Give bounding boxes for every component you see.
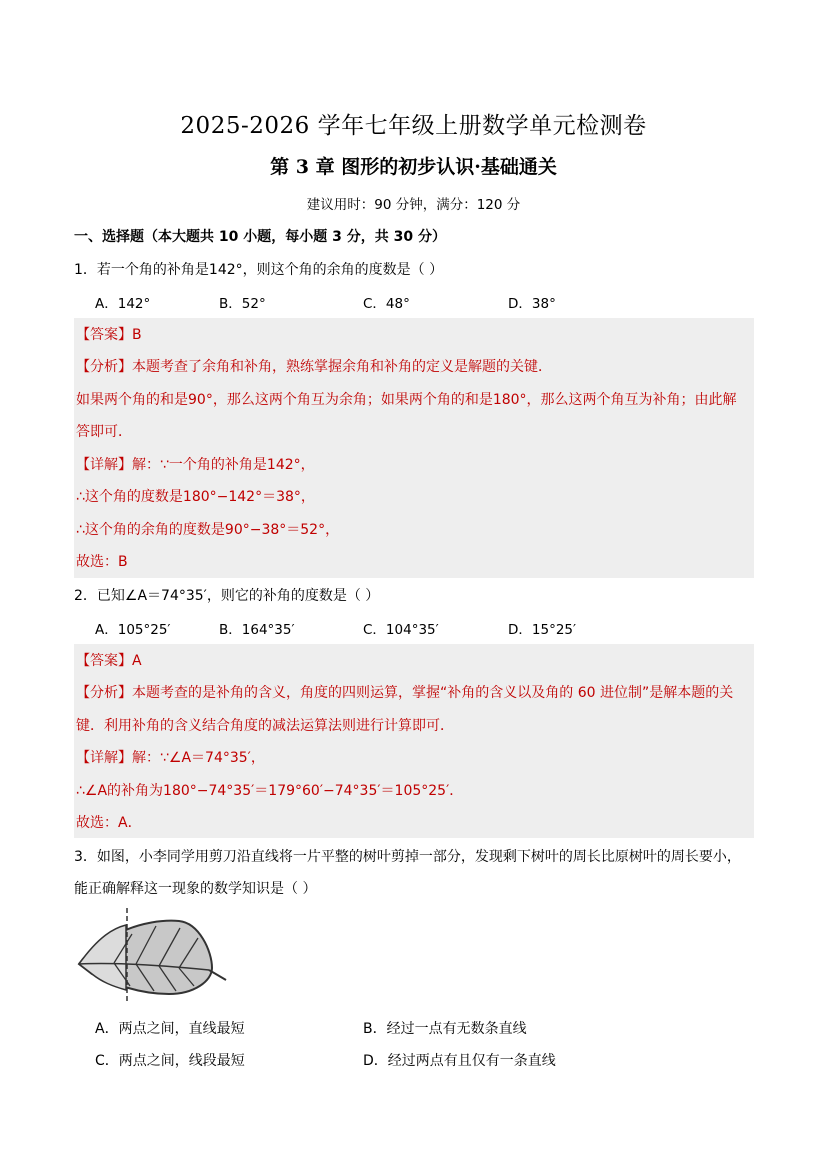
- q1-analysis-line2: 如果两个角的和是90°，那么这两个角互为余角；如果两个角的和是180°，那么这两个角互为补角；由此解: [76, 392, 737, 408]
- q2-option-d: D．15°25′: [508, 622, 577, 638]
- section-heading-choice: 一、选择题（本大题共 10 小题，每小题 3 分，共 30 分）: [74, 229, 446, 245]
- q1-detail-line1: 【详解】解：∵一个角的补角是142°，: [76, 457, 315, 473]
- q1-option-a: A．142°: [95, 296, 151, 312]
- q1-option-d: D．38°: [508, 296, 556, 312]
- question-1-stem: 1．若一个角的补角是142°，则这个角的余角的度数是（ ）: [74, 262, 444, 278]
- q1-analysis-line1: 【分析】本题考查了余角和补角，熟练掌握余角和补角的定义是解题的关键．: [76, 359, 552, 375]
- q1-option-c: C．48°: [363, 296, 410, 312]
- question-3-stem-line1: 3．如图，小李同学用剪刀沿直线将一片平整的树叶剪掉一部分，发现剩下树叶的周长比原树叶的周长要小，: [74, 849, 741, 865]
- leaf-stem: [209, 970, 226, 980]
- chapter-subtitle: 第 3 章 图形的初步认识·基础通关: [270, 156, 557, 178]
- q1-choice: 故选：B: [76, 554, 128, 570]
- time-and-score-info: 建议用时：90 分钟，满分：120 分: [306, 197, 521, 213]
- q1-analysis-line3: 答即可．: [76, 424, 132, 440]
- q3-option-c: C．两点之间，线段最短: [95, 1053, 245, 1069]
- q2-option-b: B．164°35′: [219, 622, 295, 638]
- leaf-cut-part: [79, 925, 126, 990]
- q1-detail-line2: ∴这个角的度数是180°−142°＝38°，: [76, 489, 315, 505]
- q1-answer-box: [74, 318, 754, 578]
- page-title: 2025-2026 学年七年级上册数学单元检测卷: [180, 113, 647, 139]
- q1-option-b: B．52°: [219, 296, 266, 312]
- q2-option-c: C．104°35′: [363, 622, 439, 638]
- q2-option-a: A．105°25′: [95, 622, 171, 638]
- question-2-stem: 2．已知∠A＝74°35′，则它的补角的度数是（ ）: [74, 588, 380, 604]
- q1-answer: 【答案】B: [76, 327, 142, 343]
- question-3-stem-line2: 能正确解释这一现象的数学知识是（ ）: [74, 881, 317, 897]
- q1-detail-line3: ∴这个角的余角的度数是90°−38°＝52°，: [76, 522, 340, 538]
- q2-detail-line1: 【详解】解：∵∠A＝74°35′，: [76, 750, 265, 766]
- q3-option-d: D．经过两点有且仅有一条直线: [363, 1053, 556, 1069]
- q2-choice: 故选：A．: [76, 815, 142, 831]
- q2-answer: 【答案】A: [76, 653, 142, 669]
- q3-option-b: B．经过一点有无数条直线: [363, 1021, 527, 1037]
- q2-answer-box: [74, 644, 754, 838]
- q2-detail-line2: ∴∠A的补角为180°−74°35′＝179°60′−74°35′＝105°25′．: [76, 783, 464, 799]
- q2-analysis-line2: 键．利用补角的含义结合角度的减法运算法则进行计算即可．: [76, 718, 454, 734]
- leaf-figure: [74, 906, 234, 1008]
- q3-option-a: A．两点之间，直线最短: [95, 1021, 245, 1037]
- q2-analysis-line1: 【分析】本题考查的是补角的含义，角度的四则运算，掌握“补角的含义以及角的 60 进位制”是解本题的关: [76, 685, 734, 701]
